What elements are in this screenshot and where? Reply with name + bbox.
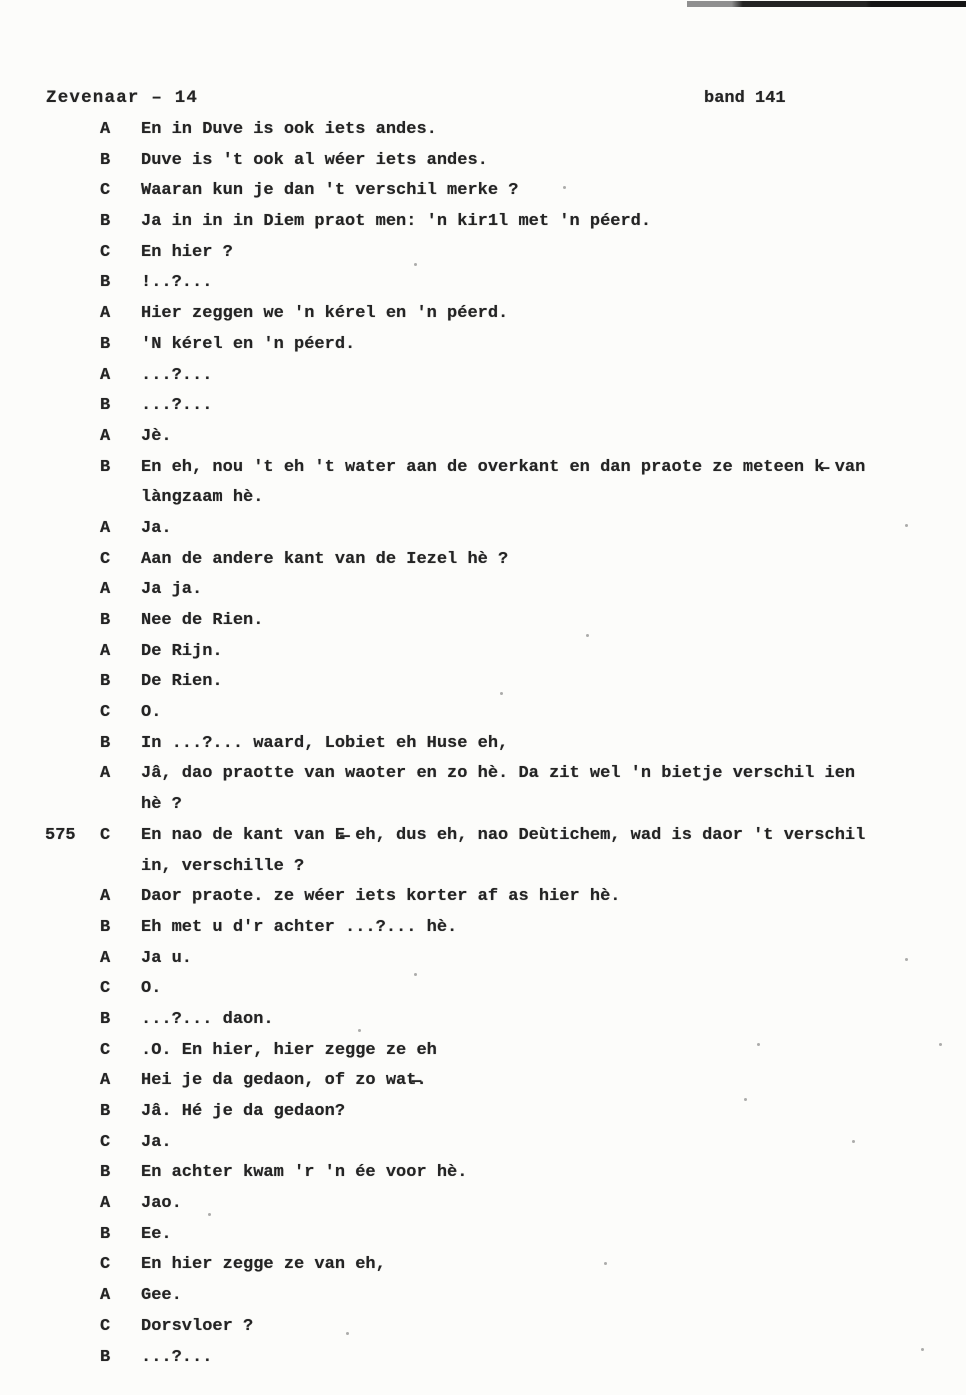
dialogue-lines — [141, 1097, 966, 1128]
dialogue-line: ...?... daon. — [141, 1009, 274, 1029]
dialogue-lines — [141, 330, 966, 361]
dialogue-line: Duve is 't ook al wéer iets andes. — [141, 150, 488, 170]
speaker-label: A — [100, 1071, 111, 1091]
speaker-label: B — [100, 457, 111, 477]
dialogue-lines — [141, 882, 966, 913]
dialogue-lines — [141, 1312, 966, 1343]
dialogue-lines — [141, 514, 966, 545]
dialogue-line: Aan de andere kant van de Iezel hè ? — [141, 549, 509, 569]
speaker-label: B — [100, 733, 111, 753]
speaker-label: A — [100, 426, 111, 446]
speaker-label: C — [100, 242, 111, 262]
transcript-row — [0, 207, 966, 238]
dialogue-line: Ja in in in Diem praot men: 'n kir1l met 'n péerd. — [141, 212, 652, 232]
transcript-row — [0, 944, 966, 975]
dialogue-lines — [141, 391, 966, 422]
dialogue-line: ...?... — [141, 396, 213, 416]
margin-line-number: 575 — [45, 825, 76, 845]
dialogue-line: Jao. — [141, 1194, 182, 1214]
dialogue-lines — [141, 821, 966, 882]
transcript-row — [0, 1066, 966, 1097]
scan-speck — [757, 1043, 760, 1046]
speaker-label: A — [100, 1286, 111, 1306]
speaker-label: A — [100, 764, 111, 784]
transcript-row — [0, 759, 966, 820]
dialogue-lines — [141, 637, 966, 668]
dialogue-line: De Rien. — [141, 672, 223, 692]
speaker-label: B — [100, 611, 111, 630]
dialogue-lines — [141, 1036, 966, 1067]
transcript-row — [0, 422, 966, 453]
speaker-label: B — [100, 1102, 111, 1121]
dialogue-line: Eh met u d'r achter ...?... hè. — [141, 917, 458, 937]
dialogue-lines — [141, 729, 966, 760]
speaker-label: B — [100, 212, 111, 232]
dialogue-lines — [141, 1250, 966, 1281]
speaker-label: C — [100, 1316, 111, 1336]
transcript-row — [0, 729, 966, 760]
dialogue-lines — [141, 299, 966, 330]
dialogue-line: En achter kwam 'r 'n ée voor hè. — [141, 1163, 468, 1183]
dialogue-lines — [141, 453, 966, 514]
speaker-label: B — [100, 150, 111, 170]
speaker-label: B — [100, 1224, 111, 1244]
speaker-label: C — [100, 549, 111, 569]
dialogue-lines — [141, 1066, 966, 1097]
transcript-row — [0, 268, 966, 299]
scan-speck — [604, 1262, 607, 1265]
dialogue-line: Jè. — [141, 426, 172, 446]
transcript-row — [0, 974, 966, 1005]
dialogue-line: Ja ja. — [141, 580, 203, 600]
speaker-label: B — [100, 273, 111, 293]
dialogue-line: En in Duve is ook iets andes. — [141, 120, 437, 139]
speaker-label: B — [100, 1347, 111, 1367]
transcript-row — [0, 637, 966, 668]
dialogue-lines — [141, 1128, 966, 1159]
speaker-label: B — [100, 672, 111, 692]
dialogue-line: .O. En hier, hier zegge ze eh — [141, 1040, 437, 1060]
dialogue-line: Ja. — [141, 518, 172, 538]
speaker-label: A — [100, 948, 111, 968]
dialogue-lines — [141, 1220, 966, 1251]
transcript — [0, 115, 966, 1373]
scan-speck — [346, 1332, 349, 1335]
dialogue-line: hè ? — [141, 795, 182, 815]
dialogue-line: En eh, nou 't eh 't water aan de overkant en dan praote ze meteen k̶ van — [141, 457, 866, 477]
dialogue-line: Hei je da gedaon, of zo wat̶. — [141, 1071, 427, 1091]
transcript-row — [0, 115, 966, 146]
speaker-label: B — [100, 1163, 111, 1183]
speaker-label: A — [100, 120, 111, 139]
dialogue-lines — [141, 575, 966, 606]
transcript-row — [0, 698, 966, 729]
dialogue-line: O. — [141, 703, 162, 723]
scan-speck — [500, 692, 503, 695]
speaker-label: A — [100, 580, 111, 600]
dialogue-lines — [141, 422, 966, 453]
scan-speck — [905, 958, 908, 961]
dialogue-lines — [141, 115, 966, 146]
speaker-label: B — [100, 1009, 111, 1029]
dialogue-line: In ...?... waard, Lobiet eh Huse eh, — [141, 733, 509, 753]
transcript-row — [0, 1128, 966, 1159]
scan-speck — [939, 1043, 942, 1046]
transcript-row — [0, 1036, 966, 1067]
dialogue-line: Ee. — [141, 1224, 172, 1244]
dialogue-lines — [141, 1189, 966, 1220]
scan-speck — [414, 263, 417, 266]
dialogue-lines — [141, 545, 966, 576]
dialogue-lines — [141, 667, 966, 698]
dialogue-lines — [141, 1281, 966, 1312]
scan-artifact-bar — [687, 1, 966, 7]
scan-speck — [744, 1098, 747, 1101]
scan-speck — [414, 973, 417, 976]
dialogue-lines — [141, 238, 966, 269]
transcript-row — [0, 1281, 966, 1312]
transcript-row — [0, 330, 966, 361]
speaker-label: C — [100, 703, 111, 723]
scan-speck — [905, 524, 908, 527]
scan-speck — [563, 186, 566, 189]
transcript-row — [0, 882, 966, 913]
transcript-row — [0, 606, 966, 637]
speaker-label: A — [100, 304, 111, 324]
dialogue-line: En hier ? — [141, 242, 233, 262]
transcript-row — [0, 1220, 966, 1251]
tape-band-number: band 141 — [704, 89, 786, 108]
speaker-label: A — [100, 641, 111, 661]
transcript-row — [0, 545, 966, 576]
speaker-label: C — [100, 1040, 111, 1060]
scan-speck — [921, 1348, 924, 1351]
transcript-row — [0, 913, 966, 944]
dialogue-lines — [141, 944, 966, 975]
dialogue-line: ...?... — [141, 1347, 213, 1367]
transcript-row — [0, 1189, 966, 1220]
transcript-row — [0, 238, 966, 269]
dialogue-lines — [141, 361, 966, 392]
speaker-label: C — [100, 979, 111, 999]
page-title: Zevenaar – 14 — [46, 88, 199, 108]
dialogue-line: Gee. — [141, 1286, 182, 1306]
dialogue-line: En nao de kant van E̶ eh, dus eh, nao Deùtichem, wad is daor 't verschil — [141, 825, 866, 845]
dialogue-line: Jâ. Hé je da gedaon? — [141, 1102, 346, 1121]
transcript-row — [0, 1097, 966, 1128]
dialogue-line: De Rijn. — [141, 641, 223, 661]
dialogue-lines — [141, 268, 966, 299]
transcript-row — [0, 667, 966, 698]
dialogue-line: Nee de Rien. — [141, 611, 264, 630]
dialogue-lines — [141, 1158, 966, 1189]
scan-speck — [358, 1029, 361, 1032]
speaker-label: B — [100, 396, 111, 416]
transcript-row — [0, 299, 966, 330]
dialogue-line: Ja. — [141, 1132, 172, 1152]
speaker-label: C — [100, 1255, 111, 1275]
dialogue-lines — [141, 698, 966, 729]
dialogue-lines — [141, 759, 966, 820]
dialogue-lines — [141, 146, 966, 177]
transcript-row — [0, 1158, 966, 1189]
dialogue-line: in, verschille ? — [141, 856, 305, 876]
transcript-row — [0, 575, 966, 606]
dialogue-line: ...?... — [141, 365, 213, 385]
transcript-row — [0, 821, 966, 882]
speaker-label: A — [100, 1194, 111, 1214]
dialogue-lines — [141, 1343, 966, 1374]
scan-speck — [586, 634, 589, 637]
dialogue-lines — [141, 606, 966, 637]
transcript-row — [0, 453, 966, 514]
speaker-label: A — [100, 518, 111, 538]
dialogue-lines — [141, 207, 966, 238]
dialogue-line: Jâ, dao praotte van waoter en zo hè. Da zit wel 'n bietje verschil ien — [141, 764, 856, 784]
dialogue-line: Hier zeggen we 'n kérel en 'n péerd. — [141, 304, 509, 324]
transcript-row — [0, 514, 966, 545]
dialogue-lines — [141, 974, 966, 1005]
transcript-row — [0, 1312, 966, 1343]
scan-speck — [208, 1213, 211, 1216]
dialogue-lines — [141, 913, 966, 944]
speaker-label: A — [100, 365, 111, 385]
speaker-label: B — [100, 334, 111, 354]
dialogue-line: 'N kérel en 'n péerd. — [141, 334, 356, 354]
dialogue-line: !..?... — [141, 273, 213, 293]
transcript-row — [0, 1250, 966, 1281]
dialogue-line: Daor praote. ze wéer iets korter af as hier hè. — [141, 887, 621, 907]
speaker-label: B — [100, 917, 111, 937]
speaker-label: A — [100, 887, 111, 907]
dialogue-line: Ja u. — [141, 948, 193, 968]
transcript-row — [0, 146, 966, 177]
dialogue-line: làngzaam hè. — [141, 488, 264, 508]
dialogue-line: O. — [141, 979, 162, 999]
dialogue-line: En hier zegge ze van eh, — [141, 1255, 386, 1275]
transcript-row — [0, 1005, 966, 1036]
transcript-row — [0, 176, 966, 207]
speaker-label: C — [100, 825, 111, 845]
dialogue-lines — [141, 176, 966, 207]
dialogue-lines — [141, 1005, 966, 1036]
speaker-label: C — [100, 181, 111, 201]
scan-speck — [852, 1140, 855, 1143]
transcript-row — [0, 361, 966, 392]
transcript-row — [0, 391, 966, 422]
dialogue-line: Dorsvloer ? — [141, 1316, 254, 1336]
transcript-row — [0, 1343, 966, 1374]
dialogue-line: Waaran kun je dan 't verschil merke ? — [141, 181, 519, 201]
speaker-label: C — [100, 1132, 111, 1152]
